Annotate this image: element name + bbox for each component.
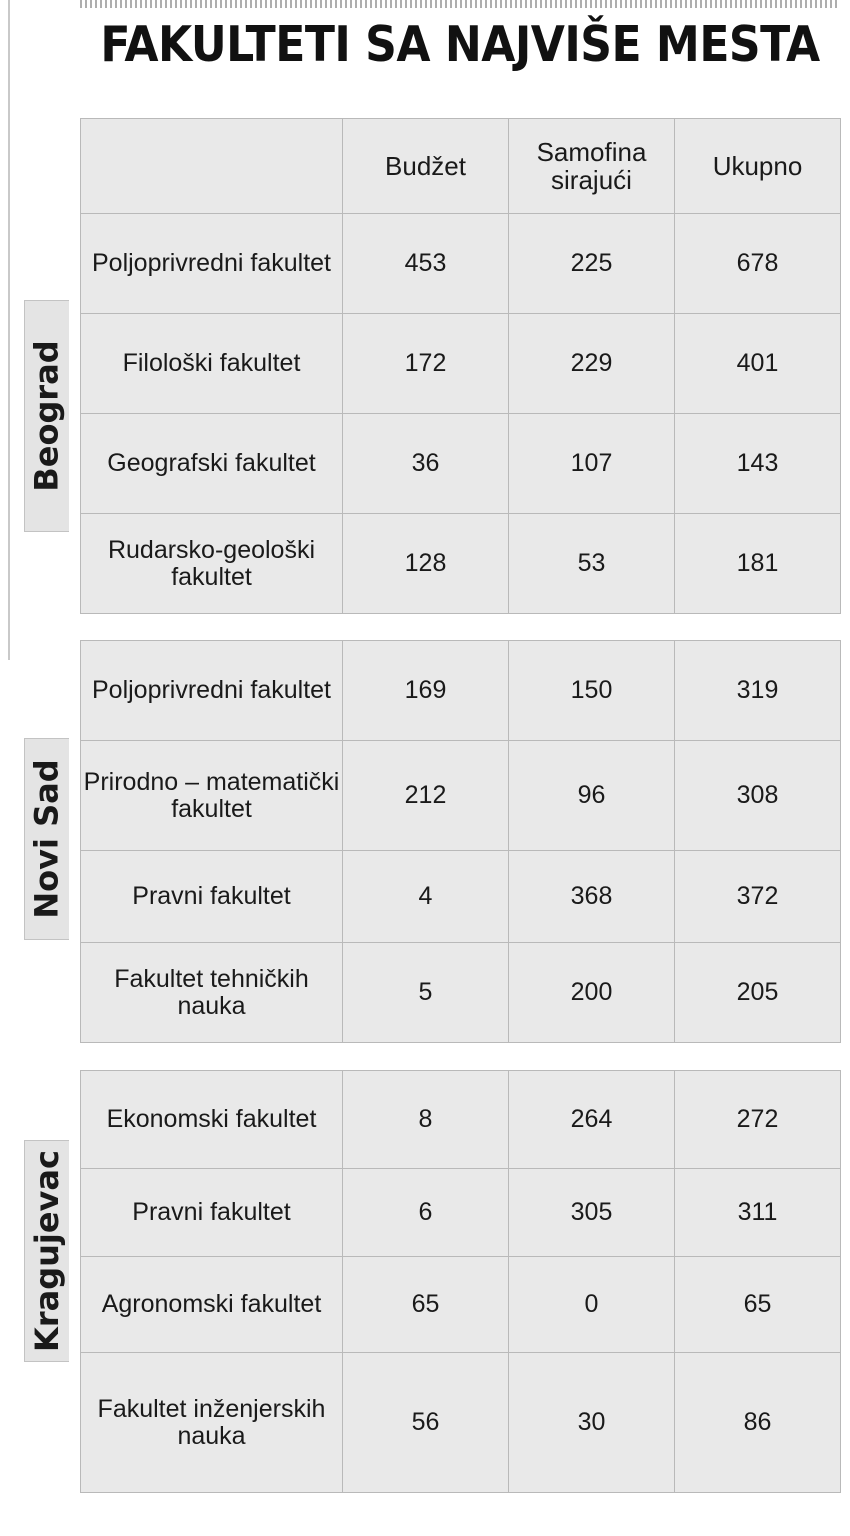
faculty-name: Poljoprivredni fakultet	[81, 641, 343, 741]
value-budzet: 4	[343, 851, 509, 943]
group-label-text: Beograd	[28, 340, 67, 492]
table-row	[81, 1169, 841, 1257]
value-budzet: 56	[343, 1353, 509, 1493]
faculty-name: Agronomski fakultet	[81, 1257, 343, 1353]
table-row	[81, 1257, 841, 1353]
table-header-row	[81, 119, 841, 214]
faculty-name: Poljoprivredni fakultet	[81, 214, 343, 314]
page-edge-rule	[8, 0, 10, 660]
value-samofinansirajuci: 229	[509, 314, 675, 414]
faculty-name: Geografski fakultet	[81, 414, 343, 514]
group-label-beograd	[24, 300, 69, 532]
faculty-name: Ekonomski fakultet	[81, 1071, 343, 1169]
table-row	[81, 943, 841, 1043]
table-row	[81, 1071, 841, 1169]
value-samofinansirajuci: 96	[509, 741, 675, 851]
value-ukupno: 372	[675, 851, 841, 943]
value-samofinansirajuci: 30	[509, 1353, 675, 1493]
value-samofinansirajuci: 107	[509, 414, 675, 514]
value-ukupno: 311	[675, 1169, 841, 1257]
value-budzet: 172	[343, 314, 509, 414]
group-label-novi-sad	[24, 738, 69, 940]
column-header-ukupno: Ukupno	[675, 119, 841, 214]
value-ukupno: 65	[675, 1257, 841, 1353]
data-table	[80, 640, 841, 1043]
data-table	[80, 118, 841, 614]
value-budzet: 169	[343, 641, 509, 741]
value-ukupno: 86	[675, 1353, 841, 1493]
value-samofinansirajuci: 305	[509, 1169, 675, 1257]
value-ukupno: 181	[675, 514, 841, 614]
column-header-blank	[81, 119, 343, 214]
value-ukupno: 143	[675, 414, 841, 514]
table-row	[81, 214, 841, 314]
table-row	[81, 314, 841, 414]
value-samofinansirajuci: 264	[509, 1071, 675, 1169]
faculty-name: Pravni fakultet	[81, 1169, 343, 1257]
table-row	[81, 414, 841, 514]
group-label-kragujevac	[24, 1140, 69, 1362]
value-budzet: 453	[343, 214, 509, 314]
value-ukupno: 401	[675, 314, 841, 414]
faculty-name: Fakultet tehničkih nauka	[81, 943, 343, 1043]
value-samofinansirajuci: 150	[509, 641, 675, 741]
table-row	[81, 514, 841, 614]
value-samofinansirajuci: 53	[509, 514, 675, 614]
value-ukupno: 272	[675, 1071, 841, 1169]
value-budzet: 212	[343, 741, 509, 851]
value-budzet: 36	[343, 414, 509, 514]
group-table-novi-sad	[80, 640, 840, 1043]
table-row	[81, 851, 841, 943]
faculty-name: Pravni fakultet	[81, 851, 343, 943]
value-samofinansirajuci: 0	[509, 1257, 675, 1353]
faculty-name: Fakultet inženjerskih nauka	[81, 1353, 343, 1493]
page-title: FAKULTETI SA NAJVIŠE MESTA	[100, 16, 820, 73]
value-samofinansirajuci: 368	[509, 851, 675, 943]
value-ukupno: 678	[675, 214, 841, 314]
value-budzet: 128	[343, 514, 509, 614]
value-budzet: 65	[343, 1257, 509, 1353]
value-budzet: 5	[343, 943, 509, 1043]
value-samofinansirajuci: 200	[509, 943, 675, 1043]
table-row	[81, 741, 841, 851]
group-label-text: Kragujevac	[28, 1150, 67, 1352]
value-samofinansirajuci: 225	[509, 214, 675, 314]
group-table-kragujevac	[80, 1070, 840, 1493]
faculty-name: Filološki fakultet	[81, 314, 343, 414]
value-ukupno: 319	[675, 641, 841, 741]
data-table	[80, 1070, 841, 1493]
value-ukupno: 308	[675, 741, 841, 851]
value-budzet: 8	[343, 1071, 509, 1169]
column-header-samofinansirajuci: Samofina sirajući	[509, 119, 675, 214]
top-hatch-decoration	[80, 0, 840, 8]
column-header-budzet: Budžet	[343, 119, 509, 214]
table-row	[81, 641, 841, 741]
group-table-beograd	[80, 118, 840, 614]
faculty-name: Prirodno – matematički fakultet	[81, 741, 343, 851]
value-budzet: 6	[343, 1169, 509, 1257]
value-ukupno: 205	[675, 943, 841, 1043]
table-row	[81, 1353, 841, 1493]
faculty-name: Rudarsko-geološki fakultet	[81, 514, 343, 614]
group-label-text: Novi Sad	[28, 759, 66, 919]
